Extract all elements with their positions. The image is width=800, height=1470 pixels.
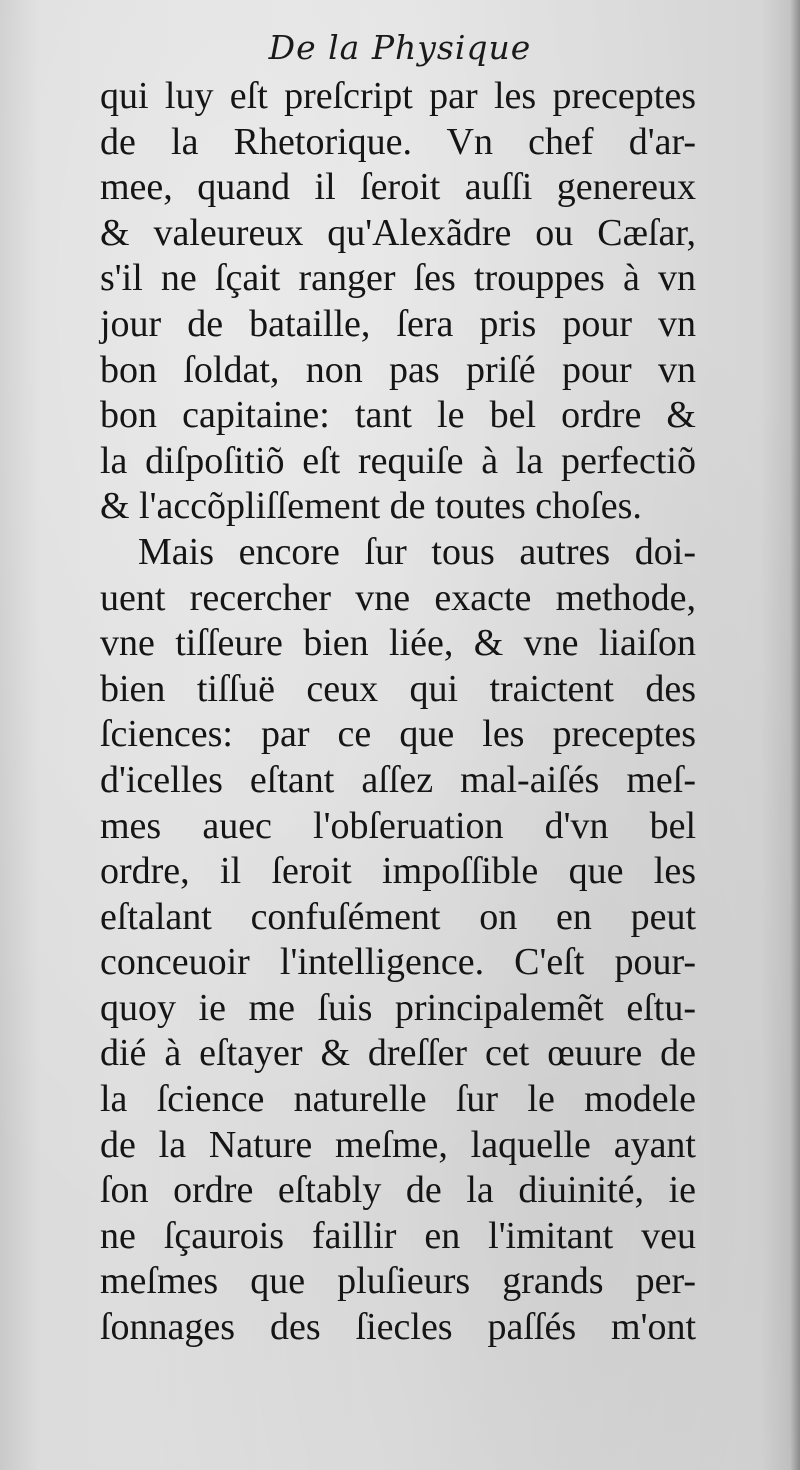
text-line: jour de bataille, ſera pris pour vn bbox=[100, 302, 696, 345]
text-line: ne ſçaurois faillir en l'imitant veu bbox=[100, 1214, 696, 1257]
text-line: d'icelles eſtant aſſez mal-aiſés meſ- bbox=[100, 758, 696, 801]
text-line: meſmes que pluſieurs grands per- bbox=[100, 1260, 696, 1303]
text-line: s'il ne ſçait ranger ſes trouppes à vn bbox=[100, 257, 696, 300]
text-line: conceuoir l'intelligence. C'eſt pour- bbox=[100, 941, 696, 984]
text-line: la diſpoſitiõ eſt requiſe à la perfectiõ bbox=[100, 439, 696, 482]
text-line: la ſcience naturelle ſur le modele bbox=[100, 1078, 696, 1121]
text-line: mee, quand il ſeroit auſſi genereux bbox=[100, 166, 696, 209]
running-head: De la Physique bbox=[268, 28, 532, 67]
text-line: ſciences: par ce que les preceptes bbox=[100, 713, 696, 756]
text-line: dié à eſtayer & dreſſer cet œuure de bbox=[100, 1032, 696, 1075]
paragraph-start-line: Mais encore ſur tous autres doi- bbox=[138, 530, 696, 573]
text-line: uent recercher vne exacte methode, bbox=[100, 576, 696, 619]
text-line: & valeureux qu'Alexãdre ou Cæſar, bbox=[100, 211, 696, 254]
text-line: bon capitaine: tant le bel ordre & bbox=[100, 394, 696, 437]
text-line: mes auec l'obſeruation d'vn bel bbox=[100, 804, 696, 847]
text-line: ſonnages des ſiecles paſſés m'ont bbox=[100, 1306, 696, 1349]
body-text bbox=[100, 74, 696, 1351]
text-line: bon ſoldat, non pas priſé pour vn bbox=[100, 348, 696, 391]
page-edge-shadow bbox=[790, 0, 800, 1470]
text-line: quoy ie me ſuis principalemẽt eſtu- bbox=[100, 986, 696, 1029]
text-line: & l'accõpliſſement de toutes choſes. bbox=[100, 485, 642, 528]
text-line: eſtalant confuſément on en peut bbox=[100, 895, 696, 938]
text-line: de la Nature meſme, laquelle ayant bbox=[100, 1123, 696, 1166]
text-line: qui luy eſt preſcript par les preceptes bbox=[100, 75, 696, 117]
text-line: ordre, il ſeroit impoſſible que les bbox=[100, 850, 696, 893]
text-line: ſon ordre eſtably de la diuinité, ie bbox=[100, 1169, 696, 1212]
text-line: de la Rhetorique. Vn chef d'ar- bbox=[100, 120, 696, 163]
text-line: vne tiſſeure bien liée, & vne liaiſon bbox=[100, 622, 696, 665]
text-line: bien tiſſuë ceux qui traictent des bbox=[100, 667, 696, 710]
